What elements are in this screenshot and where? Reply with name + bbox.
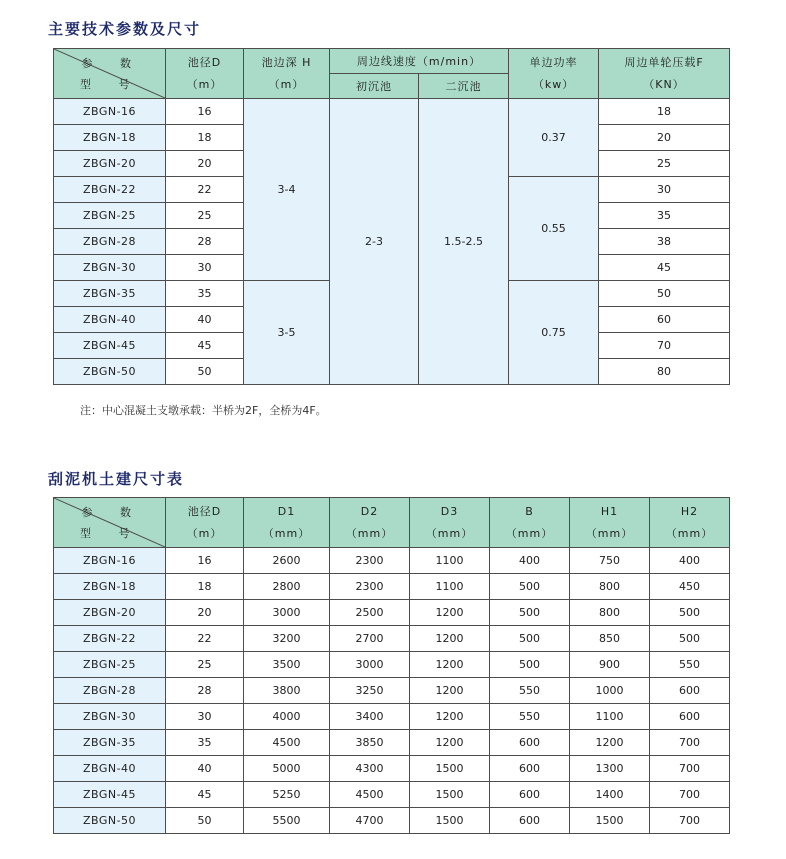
model-cell: ZBGN-22 bbox=[54, 626, 166, 652]
value-cell: 1200 bbox=[570, 730, 650, 756]
value-cell: 700 bbox=[650, 730, 730, 756]
value-cell: 550 bbox=[490, 704, 570, 730]
value-cell: 400 bbox=[650, 548, 730, 574]
value-cell: 1200 bbox=[410, 600, 490, 626]
value-cell: 500 bbox=[650, 600, 730, 626]
header-diameter-label: 池径D bbox=[187, 55, 222, 69]
diameter-cell: 16 bbox=[166, 99, 244, 125]
load-cell: 80 bbox=[599, 359, 730, 385]
model-cell: ZBGN-25 bbox=[54, 652, 166, 678]
model-cell: ZBGN-20 bbox=[54, 600, 166, 626]
corner-top-label: 参 数 bbox=[81, 506, 143, 519]
diameter-cell: 28 bbox=[166, 229, 244, 255]
value-cell: 20 bbox=[166, 600, 244, 626]
header-load bbox=[599, 49, 730, 99]
table1-note: 注：中心混凝土支墩承载：半桥为2F，全桥为4F。 bbox=[80, 404, 327, 417]
value-cell: 3500 bbox=[244, 652, 330, 678]
power-cell: 0.75 bbox=[509, 281, 599, 385]
header-label: 池径D bbox=[187, 504, 222, 518]
value-cell: 800 bbox=[570, 574, 650, 600]
header-unit: （mm） bbox=[585, 526, 634, 540]
corner-bottom-label: 型 号 bbox=[80, 527, 142, 540]
power-cell: 0.55 bbox=[509, 177, 599, 281]
load-cell: 30 bbox=[599, 177, 730, 203]
model-cell: ZBGN-16 bbox=[54, 99, 166, 125]
value-cell: 16 bbox=[166, 548, 244, 574]
value-cell: 5250 bbox=[244, 782, 330, 808]
header-diameter bbox=[166, 49, 244, 99]
value-cell: 700 bbox=[650, 808, 730, 834]
header-depth bbox=[244, 49, 330, 99]
technical-parameters-table bbox=[53, 48, 730, 385]
value-cell: 600 bbox=[490, 730, 570, 756]
corner-bottom-label: 型 号 bbox=[80, 78, 142, 91]
value-cell: 1100 bbox=[410, 548, 490, 574]
diameter-cell: 18 bbox=[166, 125, 244, 151]
model-cell: ZBGN-45 bbox=[54, 333, 166, 359]
header-label: H1 bbox=[600, 504, 619, 518]
value-cell: 1200 bbox=[410, 626, 490, 652]
value-cell: 600 bbox=[650, 678, 730, 704]
value-cell: 28 bbox=[166, 678, 244, 704]
table-row bbox=[54, 99, 730, 125]
diameter-cell: 20 bbox=[166, 151, 244, 177]
load-cell: 60 bbox=[599, 307, 730, 333]
header-depth-label: 池边深 H bbox=[261, 55, 312, 69]
load-cell: 70 bbox=[599, 333, 730, 359]
value-cell: 400 bbox=[490, 548, 570, 574]
model-cell: ZBGN-18 bbox=[54, 125, 166, 151]
model-cell: ZBGN-22 bbox=[54, 177, 166, 203]
value-cell: 850 bbox=[570, 626, 650, 652]
header-unit: （mm） bbox=[505, 526, 554, 540]
header-label: H2 bbox=[680, 504, 699, 518]
header-col-1 bbox=[244, 498, 330, 548]
value-cell: 500 bbox=[490, 600, 570, 626]
value-cell: 1000 bbox=[570, 678, 650, 704]
value-cell: 5500 bbox=[244, 808, 330, 834]
value-cell: 1500 bbox=[410, 808, 490, 834]
model-cell: ZBGN-50 bbox=[54, 808, 166, 834]
model-cell: ZBGN-16 bbox=[54, 548, 166, 574]
value-cell: 5000 bbox=[244, 756, 330, 782]
load-cell: 18 bbox=[599, 99, 730, 125]
table-row bbox=[54, 756, 730, 782]
diameter-cell: 50 bbox=[166, 359, 244, 385]
value-cell: 500 bbox=[490, 652, 570, 678]
table-row bbox=[54, 574, 730, 600]
model-cell: ZBGN-50 bbox=[54, 359, 166, 385]
table2-title: 刮泥机土建尺寸表 bbox=[48, 470, 185, 488]
diameter-cell: 35 bbox=[166, 281, 244, 307]
value-cell: 3000 bbox=[330, 652, 410, 678]
header-power-unit: （kw） bbox=[532, 77, 575, 91]
value-cell: 3400 bbox=[330, 704, 410, 730]
header-load-label: 周边单轮压载F bbox=[624, 55, 704, 69]
speed-primary-cell: 2-3 bbox=[330, 99, 419, 385]
model-cell: ZBGN-40 bbox=[54, 307, 166, 333]
table-row bbox=[54, 548, 730, 574]
header-col-2 bbox=[330, 498, 410, 548]
value-cell: 2700 bbox=[330, 626, 410, 652]
header-col-6 bbox=[650, 498, 730, 548]
table1-title: 主要技术参数及尺寸 bbox=[48, 20, 202, 38]
value-cell: 50 bbox=[166, 808, 244, 834]
header-label: B bbox=[525, 504, 534, 518]
value-cell: 2500 bbox=[330, 600, 410, 626]
value-cell: 550 bbox=[490, 678, 570, 704]
header-unit: （mm） bbox=[425, 526, 474, 540]
corner-top-label: 参 数 bbox=[81, 57, 143, 70]
value-cell: 1500 bbox=[570, 808, 650, 834]
value-cell: 700 bbox=[650, 756, 730, 782]
value-cell: 25 bbox=[166, 652, 244, 678]
value-cell: 2600 bbox=[244, 548, 330, 574]
header-load-unit: （KN） bbox=[643, 77, 685, 91]
value-cell: 3800 bbox=[244, 678, 330, 704]
header-power-label: 单边功率 bbox=[529, 55, 578, 69]
header-speed-primary: 初沉池 bbox=[330, 74, 419, 99]
table-row bbox=[54, 808, 730, 834]
civil-dimensions-table bbox=[53, 497, 730, 834]
model-cell: ZBGN-45 bbox=[54, 782, 166, 808]
load-cell: 35 bbox=[599, 203, 730, 229]
value-cell: 700 bbox=[650, 782, 730, 808]
diameter-cell: 45 bbox=[166, 333, 244, 359]
value-cell: 2800 bbox=[244, 574, 330, 600]
value-cell: 900 bbox=[570, 652, 650, 678]
load-cell: 20 bbox=[599, 125, 730, 151]
value-cell: 1200 bbox=[410, 704, 490, 730]
depth-cell: 3-4 bbox=[244, 99, 330, 281]
value-cell: 3000 bbox=[244, 600, 330, 626]
value-cell: 750 bbox=[570, 548, 650, 574]
value-cell: 1200 bbox=[410, 678, 490, 704]
model-cell: ZBGN-40 bbox=[54, 756, 166, 782]
value-cell: 3850 bbox=[330, 730, 410, 756]
model-cell: ZBGN-28 bbox=[54, 229, 166, 255]
value-cell: 3200 bbox=[244, 626, 330, 652]
value-cell: 1500 bbox=[410, 756, 490, 782]
value-cell: 1300 bbox=[570, 756, 650, 782]
header-col-5 bbox=[570, 498, 650, 548]
value-cell: 500 bbox=[650, 626, 730, 652]
load-cell: 50 bbox=[599, 281, 730, 307]
header-label: D3 bbox=[440, 504, 459, 518]
model-cell: ZBGN-35 bbox=[54, 281, 166, 307]
value-cell: 500 bbox=[490, 574, 570, 600]
value-cell: 600 bbox=[490, 808, 570, 834]
model-cell: ZBGN-28 bbox=[54, 678, 166, 704]
value-cell: 4000 bbox=[244, 704, 330, 730]
value-cell: 450 bbox=[650, 574, 730, 600]
load-cell: 45 bbox=[599, 255, 730, 281]
value-cell: 1100 bbox=[410, 574, 490, 600]
model-cell: ZBGN-18 bbox=[54, 574, 166, 600]
load-cell: 38 bbox=[599, 229, 730, 255]
model-cell: ZBGN-25 bbox=[54, 203, 166, 229]
value-cell: 3250 bbox=[330, 678, 410, 704]
corner-header bbox=[54, 49, 166, 99]
value-cell: 4500 bbox=[244, 730, 330, 756]
table-row bbox=[54, 600, 730, 626]
table-row bbox=[54, 782, 730, 808]
table-row bbox=[54, 704, 730, 730]
header-unit: （mm） bbox=[665, 526, 714, 540]
model-cell: ZBGN-30 bbox=[54, 255, 166, 281]
header-label: D1 bbox=[277, 504, 296, 518]
value-cell: 600 bbox=[490, 756, 570, 782]
header-power bbox=[509, 49, 599, 99]
value-cell: 4300 bbox=[330, 756, 410, 782]
diameter-cell: 30 bbox=[166, 255, 244, 281]
load-cell: 25 bbox=[599, 151, 730, 177]
value-cell: 500 bbox=[490, 626, 570, 652]
table-row bbox=[54, 678, 730, 704]
value-cell: 600 bbox=[650, 704, 730, 730]
value-cell: 2300 bbox=[330, 574, 410, 600]
value-cell: 45 bbox=[166, 782, 244, 808]
diameter-cell: 25 bbox=[166, 203, 244, 229]
header-speed-secondary: 二沉池 bbox=[419, 74, 509, 99]
header-depth-unit: （m） bbox=[268, 77, 305, 91]
value-cell: 1100 bbox=[570, 704, 650, 730]
corner-header bbox=[54, 498, 166, 548]
value-cell: 1200 bbox=[410, 730, 490, 756]
header-col-4 bbox=[490, 498, 570, 548]
header-speed: 周边线速度（m/min） bbox=[330, 49, 509, 74]
table-row bbox=[54, 626, 730, 652]
model-cell: ZBGN-30 bbox=[54, 704, 166, 730]
power-cell: 0.37 bbox=[509, 99, 599, 177]
depth-cell: 3-5 bbox=[244, 281, 330, 385]
value-cell: 550 bbox=[650, 652, 730, 678]
table-row bbox=[54, 652, 730, 678]
speed-secondary-cell: 1.5-2.5 bbox=[419, 99, 509, 385]
value-cell: 35 bbox=[166, 730, 244, 756]
table-row bbox=[54, 730, 730, 756]
value-cell: 1200 bbox=[410, 652, 490, 678]
value-cell: 40 bbox=[166, 756, 244, 782]
value-cell: 1400 bbox=[570, 782, 650, 808]
header-label: D2 bbox=[360, 504, 379, 518]
header-col-0 bbox=[166, 498, 244, 548]
header-unit: （m） bbox=[186, 526, 223, 540]
model-cell: ZBGN-35 bbox=[54, 730, 166, 756]
model-cell: ZBGN-20 bbox=[54, 151, 166, 177]
value-cell: 4500 bbox=[330, 782, 410, 808]
header-unit: （mm） bbox=[262, 526, 311, 540]
value-cell: 18 bbox=[166, 574, 244, 600]
value-cell: 22 bbox=[166, 626, 244, 652]
value-cell: 600 bbox=[490, 782, 570, 808]
value-cell: 4700 bbox=[330, 808, 410, 834]
value-cell: 800 bbox=[570, 600, 650, 626]
header-unit: （mm） bbox=[345, 526, 394, 540]
header-col-3 bbox=[410, 498, 490, 548]
value-cell: 2300 bbox=[330, 548, 410, 574]
diameter-cell: 22 bbox=[166, 177, 244, 203]
value-cell: 30 bbox=[166, 704, 244, 730]
diameter-cell: 40 bbox=[166, 307, 244, 333]
header-diameter-unit: （m） bbox=[186, 77, 223, 91]
value-cell: 1500 bbox=[410, 782, 490, 808]
